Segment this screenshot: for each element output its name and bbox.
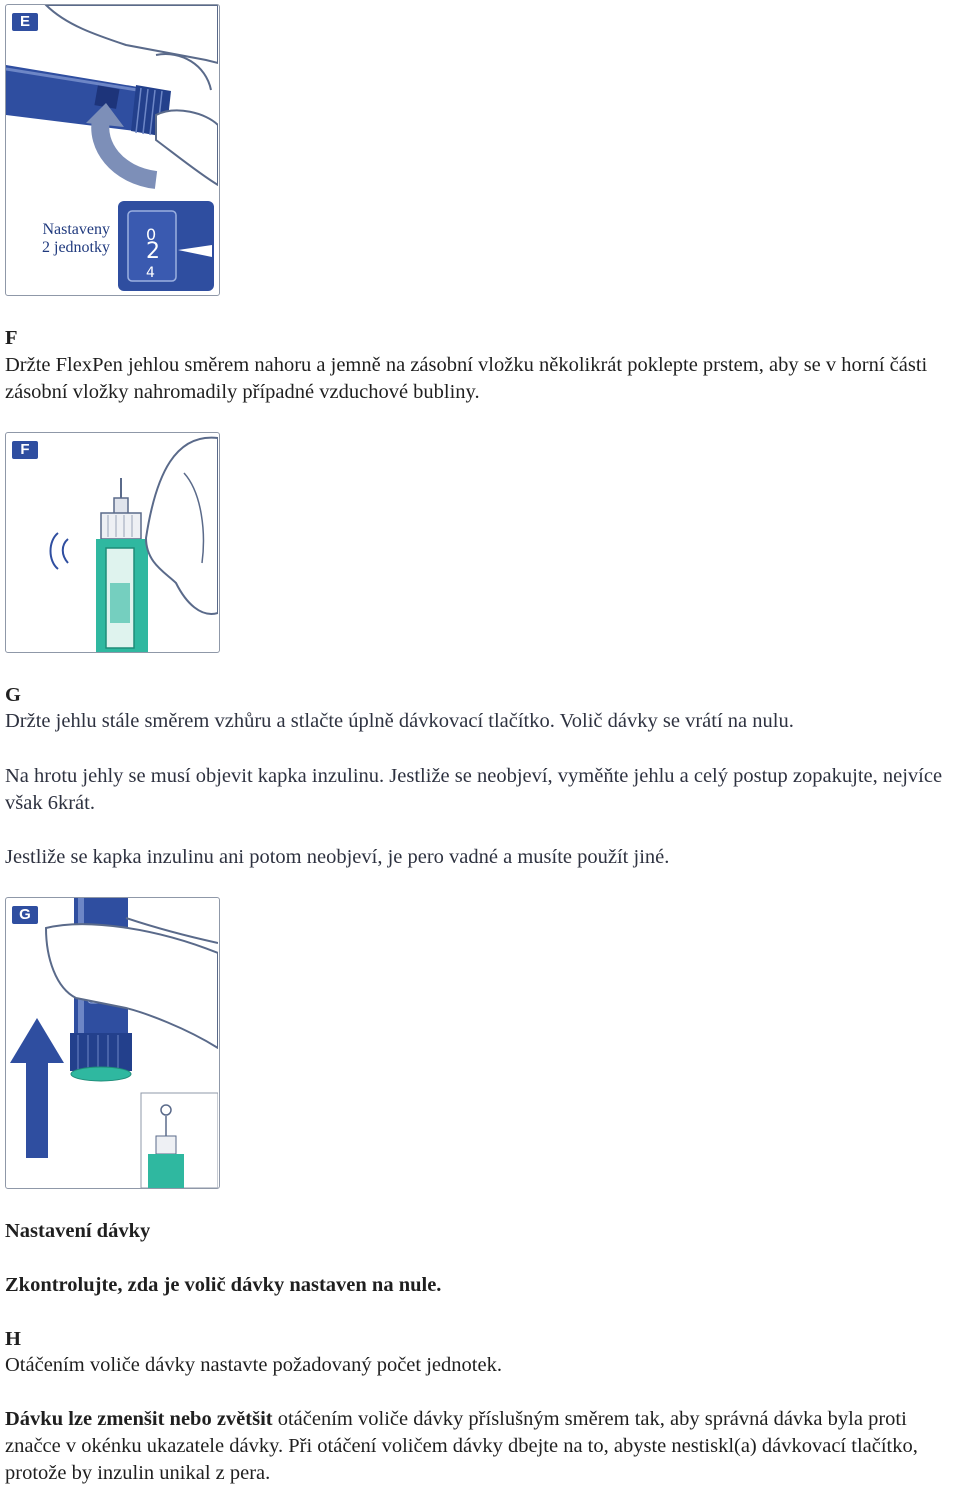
section-g-heading: G xyxy=(5,684,21,706)
figure-g xyxy=(5,897,220,1189)
section-h-paragraph xyxy=(5,1406,960,1487)
section-h-text: Otáčením voliče dávky nastavte požadovaný počet jednotek. xyxy=(5,1354,502,1376)
figure-g-illustration xyxy=(6,898,218,1188)
figure-f-badge: F xyxy=(12,441,38,459)
section-h-bold-lead: Dávku lze zmenšit nebo zvětšit xyxy=(5,1408,273,1430)
svg-text:4: 4 xyxy=(146,265,155,281)
figure-e-caption xyxy=(24,221,110,257)
section-h-paragraph-rest: otáčením voliče dávky příslušným směrem tak, aby správná dávka byla proti značce v okénku ukazatele dávky. Při otáčení voličem dávky dbejte na to, abyste nestiskl(a) dávkovací tlačítko, protože by inzulin unikal z pera. xyxy=(5,1408,918,1484)
svg-text:0: 0 xyxy=(146,225,157,244)
section-g-para2: Na hrotu jehly se musí objevit kapka inzulinu. Jestliže se neobjeví, vyměňte jehlu a celý postup zopakujte, nejvíce však 6krát. xyxy=(5,765,943,814)
figure-f-illustration xyxy=(6,433,218,652)
section-h-heading: H xyxy=(5,1328,21,1350)
figure-e-caption-line2: 2 jednotky xyxy=(42,239,110,256)
section-g-para1: Držte jehlu stále směrem vzhůru a stlačte úplně dávkovací tlačítko. Volič dávky se vrátí na nulu. xyxy=(5,710,794,732)
section-f-heading: F xyxy=(5,327,18,349)
dose-check-note: Zkontrolujte, zda je volič dávky nastaven na nule. xyxy=(5,1274,442,1296)
figure-e-caption-line1: Nastaveny xyxy=(42,221,110,238)
figure-f xyxy=(5,432,220,653)
figure-e-badge: E xyxy=(12,13,38,31)
dose-section-title: Nastavení dávky xyxy=(5,1220,151,1242)
section-g-para3: Jestliže se kapka inzulinu ani potom neobjeví, je pero vadné a musíte použít jiné. xyxy=(5,846,670,868)
svg-text:2: 2 xyxy=(146,239,160,264)
figure-e xyxy=(5,4,220,296)
section-f-text: Držte FlexPen jehlou směrem nahoru a jemně na zásobní vložku několikrát poklepte prstem, aby se v horní části zásobní vložky nahromadily případné vzduchové bubliny. xyxy=(5,354,928,403)
figure-g-badge: G xyxy=(12,906,38,924)
